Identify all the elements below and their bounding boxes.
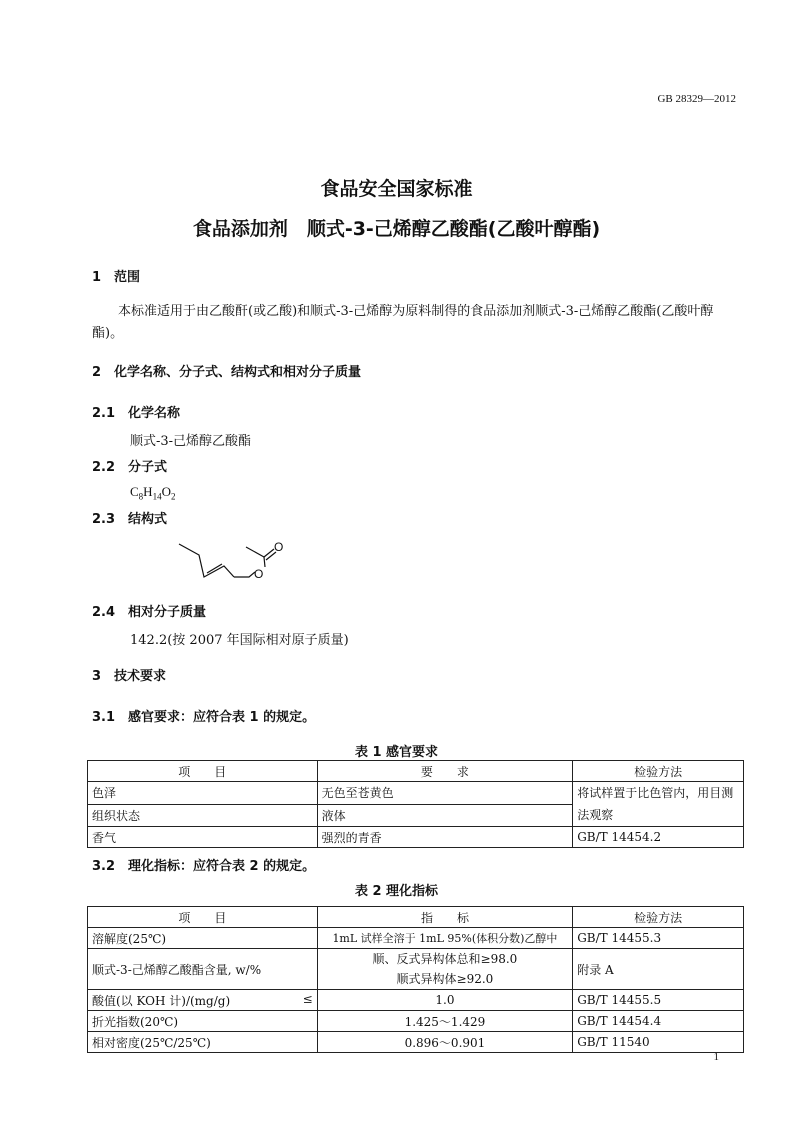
section-3-2-heading xyxy=(92,855,315,874)
table-cell: 色泽 xyxy=(88,782,318,805)
section-title: 化学名称 xyxy=(128,406,181,421)
section-number: 2.2 xyxy=(92,460,116,475)
section-2-2-heading xyxy=(92,456,167,475)
table-cell: 1.0 xyxy=(317,990,573,1011)
table-cell: 相对密度(25℃/25℃) xyxy=(88,1032,318,1053)
table-cell-merged: 将试样置于比色管内，用目测法观察 xyxy=(573,782,744,827)
page-number: 1 xyxy=(713,1051,719,1063)
ether-oxygen-label: O xyxy=(254,567,264,581)
table-cell xyxy=(88,990,318,1011)
doc-title-line2: 食品添加剂 顺式-3-己烯醇乙酸酯(乙酸叶醇酯) xyxy=(192,218,601,240)
table-cell: GB/T 14455.5 xyxy=(573,990,744,1011)
section-number: 3.1 xyxy=(92,710,116,725)
table-row xyxy=(88,990,744,1011)
section-title: 相对分子质量 xyxy=(128,605,207,620)
section-title: 技术要求 xyxy=(114,669,167,684)
table-row xyxy=(88,827,744,848)
table-row xyxy=(88,949,744,990)
table-cell: 组织状态 xyxy=(88,804,318,827)
value-line: 顺式异构体≥92.0 xyxy=(396,972,494,986)
table-cell xyxy=(317,949,573,990)
chemical-name: 顺式-3-己烯醇乙酸酯 xyxy=(130,434,252,449)
physicochemical-indicators-table xyxy=(87,906,744,1053)
table-cell: GB/T 14455.3 xyxy=(573,928,744,949)
section-number: 2.4 xyxy=(92,605,116,620)
section-title: 范围 xyxy=(114,270,141,285)
section-title: 化学名称、分子式、结构式和相对分子质量 xyxy=(114,365,362,380)
section-3-heading xyxy=(92,665,166,684)
section-1-text: 本标准适用于由乙酸酐(或乙酸)和顺式-3-己烯醇为原料制得的食品添加剂顺式-3-己烯醇乙酸酯(乙酸叶醇酯)。 xyxy=(92,304,714,341)
structural-formula xyxy=(170,532,300,590)
section-title: 分子式 xyxy=(128,460,168,475)
table-cell: GB/T 11540 xyxy=(573,1032,744,1053)
carbonyl-oxygen-label: O xyxy=(274,540,284,554)
sensory-requirements-table xyxy=(87,760,744,848)
doc-title-line1: 食品安全国家标准 xyxy=(320,178,473,200)
table2-caption: 表 2 理化指标 xyxy=(354,884,439,899)
column-header: 项 目 xyxy=(88,761,318,782)
section-2-4-heading xyxy=(92,601,206,620)
column-header: 项 目 xyxy=(88,907,318,928)
section-title: 理化指标：应符合表 2 的规定。 xyxy=(128,859,316,874)
section-2-3-heading xyxy=(92,508,167,527)
table-cell: 0.896～0.901 xyxy=(317,1032,573,1053)
table-row xyxy=(88,928,744,949)
table-cell: 1mL 试样全溶于 1mL 95%(体积分数)乙醇中 xyxy=(317,928,573,949)
section-number: 3 xyxy=(92,669,102,684)
section-2-heading xyxy=(92,361,361,380)
section-1-heading xyxy=(92,266,140,285)
item-label: 酸值(以 KOH 计)/(mg/g) xyxy=(92,993,231,1008)
table-cell: 无色至苍黄色 xyxy=(317,782,573,805)
table-header-row xyxy=(88,907,744,928)
molecular-weight: 142.2(按 2007 年国际相对原子质量) xyxy=(130,633,349,648)
table1-caption: 表 1 感官要求 xyxy=(354,745,439,760)
table-cell: 折光指数(20℃) xyxy=(88,1011,318,1032)
molecular-formula: $C_8H_{14}O_2$ xyxy=(130,484,176,502)
column-header: 检验方法 xyxy=(573,761,744,782)
column-header: 要 求 xyxy=(317,761,573,782)
column-header: 检验方法 xyxy=(573,907,744,928)
table-row xyxy=(88,782,744,805)
table-cell: 溶解度(25℃) xyxy=(88,928,318,949)
section-number: 2 xyxy=(92,365,102,380)
section-number: 2.1 xyxy=(92,406,116,421)
table-cell: 附录 A xyxy=(573,949,744,990)
table-cell: 香气 xyxy=(88,827,318,848)
table-cell: 1.425～1.429 xyxy=(317,1011,573,1032)
value-line: 顺、反式异构体总和≥98.0 xyxy=(372,952,518,966)
table-header-row xyxy=(88,761,744,782)
table-cell: GB/T 14454.2 xyxy=(573,827,744,848)
section-number: 2.3 xyxy=(92,512,116,527)
table-row xyxy=(88,1011,744,1032)
table-cell: 液体 xyxy=(317,804,573,827)
section-2-1-heading xyxy=(92,402,180,421)
section-number: 1 xyxy=(92,270,102,285)
table-cell: 强烈的青香 xyxy=(317,827,573,848)
section-title: 感官要求：应符合表 1 的规定。 xyxy=(128,710,316,725)
column-header: 指 标 xyxy=(317,907,573,928)
section-number: 3.2 xyxy=(92,859,116,874)
table-cell: 顺式-3-己烯醇乙酸酯含量, w/% xyxy=(88,949,318,990)
section-title: 结构式 xyxy=(128,512,168,527)
table-row xyxy=(88,1032,744,1053)
qualifier-symbol: ≤ xyxy=(302,991,313,1006)
table-cell: GB/T 14454.4 xyxy=(573,1011,744,1032)
section-3-1-heading xyxy=(92,706,315,725)
standard-code: GB 28329—2012 xyxy=(657,93,736,105)
